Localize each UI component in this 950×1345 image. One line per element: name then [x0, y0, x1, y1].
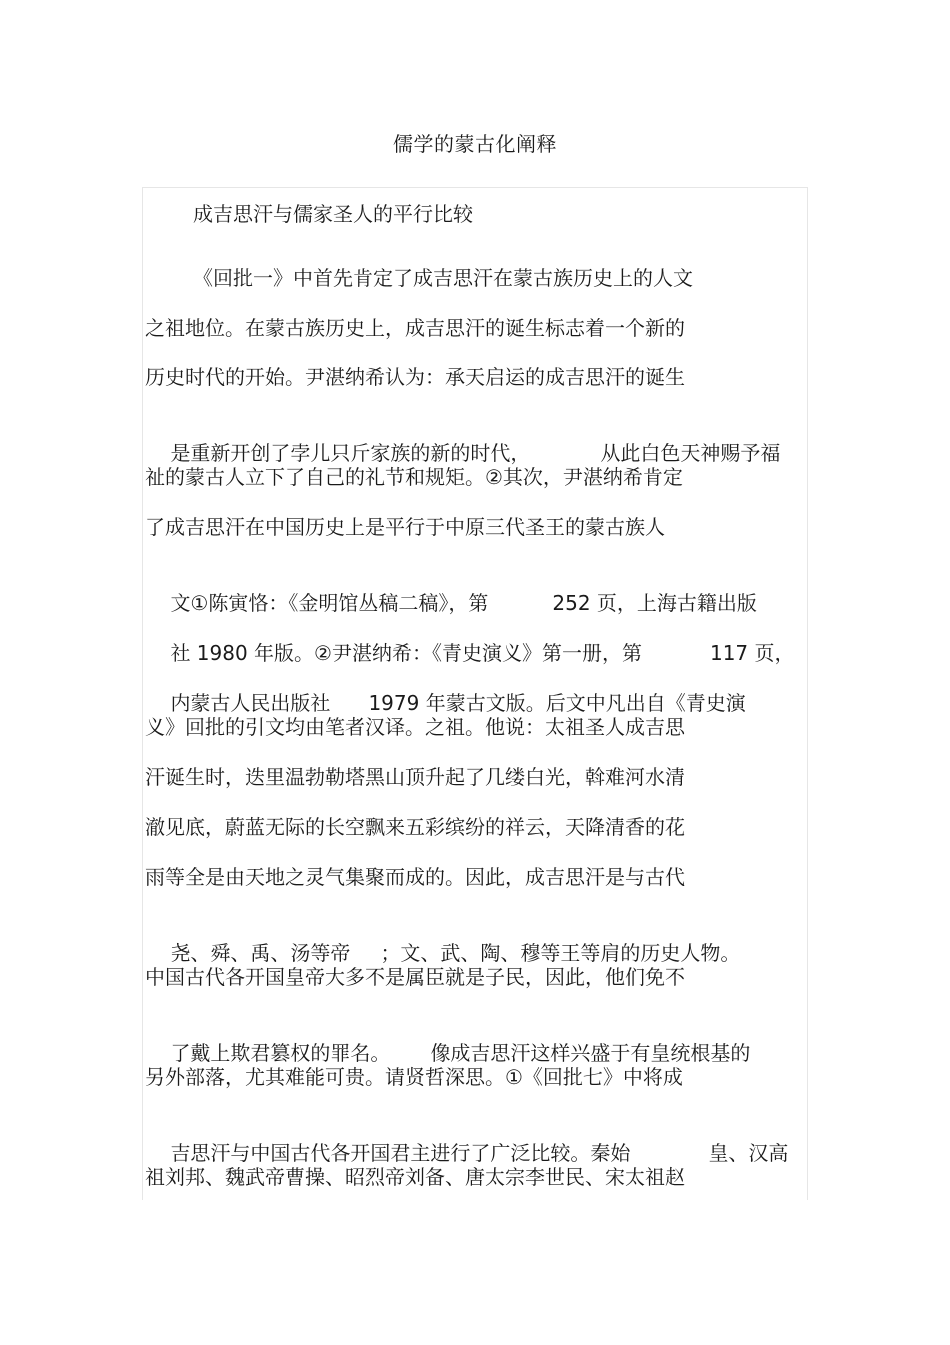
- text-segment: 文①陈寅恪：《金明馆丛稿二稿》，第: [170, 591, 489, 615]
- text-segment: 尧、舜、禹、汤等帝: [170, 941, 351, 965]
- section-heading: 成吉思汗与儒家圣人的平行比较: [193, 202, 473, 226]
- text-line: 了成吉思汗在中国历史上是平行于中原三代圣王的蒙古族人: [145, 515, 665, 539]
- text-segment: 社 1980 年版。②尹湛纳希：《青史演义》第一册，第: [170, 641, 642, 665]
- text-line: 汗诞生时，迭里温勃勒塔黑山顶升起了几缕白光，斡难河水清: [145, 765, 685, 789]
- text-line: 历史时代的开始。尹湛纳希认为：承天启运的成吉思汗的诞生: [145, 365, 685, 389]
- text-line: 中国古代各开国皇帝大多不是属臣就是子民，因此，他们免不: [145, 965, 685, 989]
- text-segment: 吉思汗与中国古代各开国君主进行了广泛比较。秦始: [170, 1141, 631, 1165]
- text-segment: 117 页，: [709, 641, 795, 665]
- text-line: 义》回批的引文均由笔者汉译。之祖。他说：太祖圣人成吉思: [145, 715, 685, 739]
- text-line: 澈见底，蔚蓝无际的长空飘来五彩缤纷的祥云，天降清香的花: [145, 815, 685, 839]
- text-line: 祉的蒙古人立下了自己的礼节和规矩。②其次，尹湛纳希肯定: [145, 465, 683, 489]
- page-title: 儒学的蒙古化阐释: [393, 132, 557, 156]
- text-line: 雨等全是由天地之灵气集聚而成的。因此，成吉思汗是与古代: [145, 865, 685, 889]
- text-segment: 从此白色天神赐予福: [600, 441, 781, 465]
- text-segment: 内蒙古人民出版社: [170, 691, 331, 715]
- text-line: 之祖地位。在蒙古族历史上，成吉思汗的诞生标志着一个新的: [145, 316, 685, 340]
- text-line: 《回批一》中首先肯定了成吉思汗在蒙古族历史上的人文: [193, 266, 693, 290]
- text-segment: ；文、武、陶、穆等王等肩的历史人物。: [380, 941, 741, 965]
- text-segment: 是重新开创了孛儿只斤家族的新的时代，: [170, 441, 531, 465]
- text-segment: 像成吉思汗这样兴盛于有皇统根基的: [430, 1041, 751, 1065]
- text-line: 另外部落，尤其难能可贵。请贤哲深思。①《回批七》中将成: [145, 1065, 683, 1089]
- text-line: 祖刘邦、魏武帝曹操、昭烈帝刘备、唐太宗李世民、宋太祖赵: [145, 1165, 685, 1189]
- text-segment: 1979 年蒙古文版。后文中凡出自《青史演: [368, 691, 746, 715]
- text-segment: 了戴上欺君篡权的罪名。: [170, 1041, 391, 1065]
- text-segment: 252 页，上海古籍出版: [552, 591, 757, 615]
- text-segment: 皇、汉高: [708, 1141, 789, 1165]
